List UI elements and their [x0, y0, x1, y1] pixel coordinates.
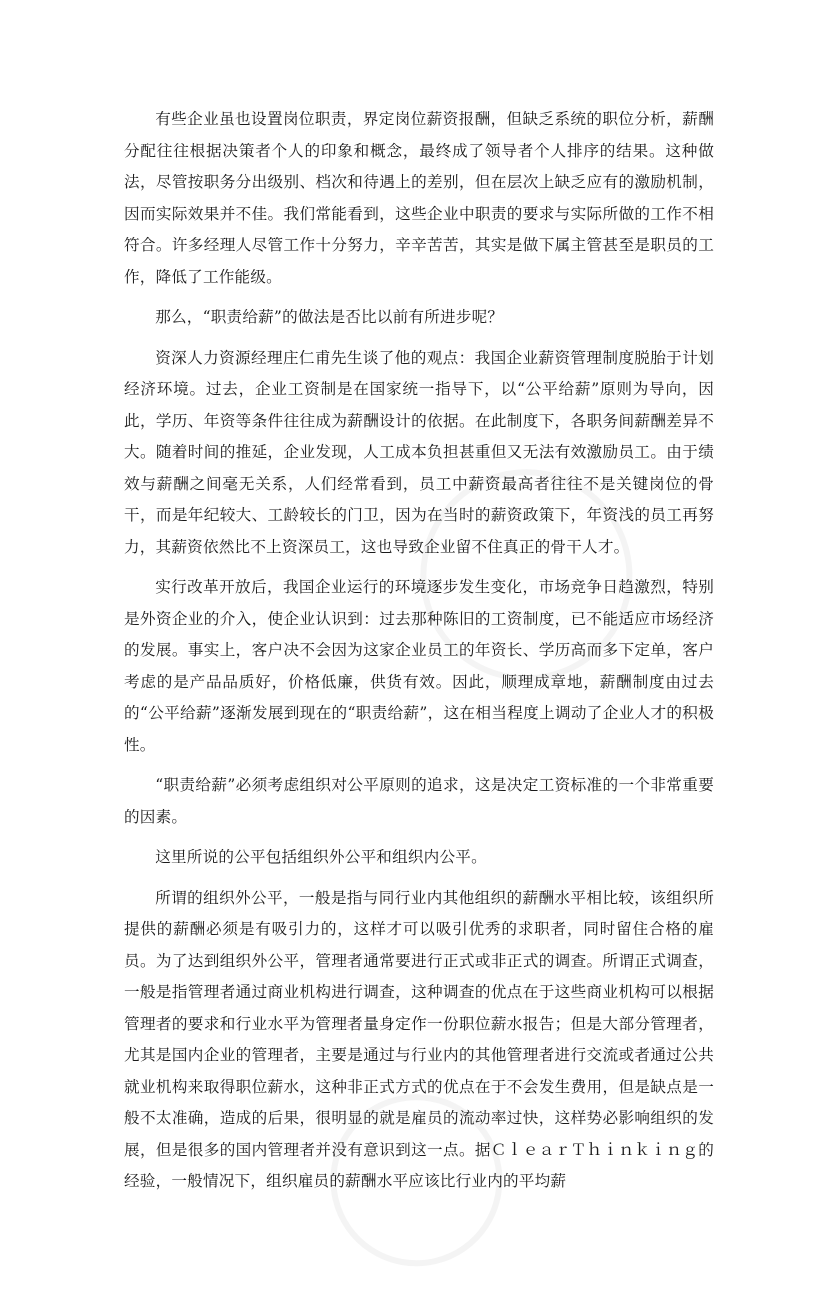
- paragraph-3: 资深人力资源经理庄仁甫先生谈了他的观点：我国企业薪资管理制度脱胎于计划经济环境。过去，企业工资制是在国家统一指导下，以“公平给薪”原则为导向，因此，学历、年资等条件往往成为薪酬设计的依据。在此制度下，各职务间薪酬差异不大。随着时间的推延，企业发现，人工成本负担甚重但又无法有效激励员工。由于绩效与薪酬之间毫无关系，人们经常看到，员工中薪资最高者往往不是关键岗位的骨干，而是年纪较大、工龄较长的门卫，因为在当时的薪资政策下，年资浅的员工再努力，其薪资依然比不上资深员工，这也导致企业留不住真正的骨干人才。: [124, 348, 714, 556]
- paragraph-1: 有些企业虽也设置岗位职责，界定岗位薪资报酬，但缺乏系统的职位分析，薪酬分配往往根据决策者个人的印象和概念，最终成了领导者个人排序的结果。这种做法，尽管按职务分出级别、档次和待遇上的差别，但在层次上缺乏应有的激励机制，因而实际效果并不佳。我们常能看到，这些企业中职责的要求与实际所做的工作不相符合。许多经理人尽管工作十分努力，辛辛苦苦，其实是做下属主管甚至是职员的工作，降低了工作能级。: [124, 110, 714, 286]
- paragraph-6: 这里所说的公平包括组织外公平和组织内公平。: [155, 848, 487, 866]
- paragraph-2: 那么，“职责给薪”的做法是否比以前有所进步呢？: [155, 308, 504, 326]
- paragraph-7: 所谓的组织外公平，一般是指与同行业内其他组织的薪酬水平相比较，该组织所提供的薪酬必须是有吸引力的，这样才可以吸引优秀的求职者，同时留住合格的雇员。为了达到组织外公平，管理者通常要进行正式或非正式的调查。所谓正式调查，一般是指管理者通过商业机构进行调查，这种调查的优点在于这些商业机构可以根据管理者的要求和行业水平为管理者量身定作一份职位薪水报告；但是大部分管理者，尤其是国内企业的管理者，主要是通过与行业内的其他管理者进行交流或者通过公共就业机构来取得职位薪水，这种非正式方式的优点在于不会发生费用，但是缺点是一般不太准确，造成的后果，很明显的就是雇员的流动率过快，这样势必影响组织的发展，但是很多的国内管理者并没有意识到这一点。据ＣｌｅａｒＴｈｉｎｋｉｎｇ的经验，一般情况下，组织雇员的薪酬水平应该比行业内的平均薪: [124, 888, 714, 1190]
- paragraph-5: “职责给薪”必须考虑组织对公平原则的追求，这是决定工资标准的一个非常重要的因素。: [124, 776, 714, 826]
- paragraph-4: 实行改革开放后，我国企业运行的环境逐步发生变化，市场竞争日趋激烈，特别是外资企业的介入，使企业认识到：过去那种陈旧的工资制度，已不能适应市场经济的发展。事实上，客户决不会因为这家企业员工的年资长、学历高而多下定单，客户考虑的是产品品质好，价格低廉，供货有效。因此，顺理成章地，薪酬制度由过去的“公平给薪”逐渐发展到现在的“职责给薪”，这在相当程度上调动了企业人才的积极性。: [124, 578, 714, 754]
- document-body: [124, 104, 714, 1207]
